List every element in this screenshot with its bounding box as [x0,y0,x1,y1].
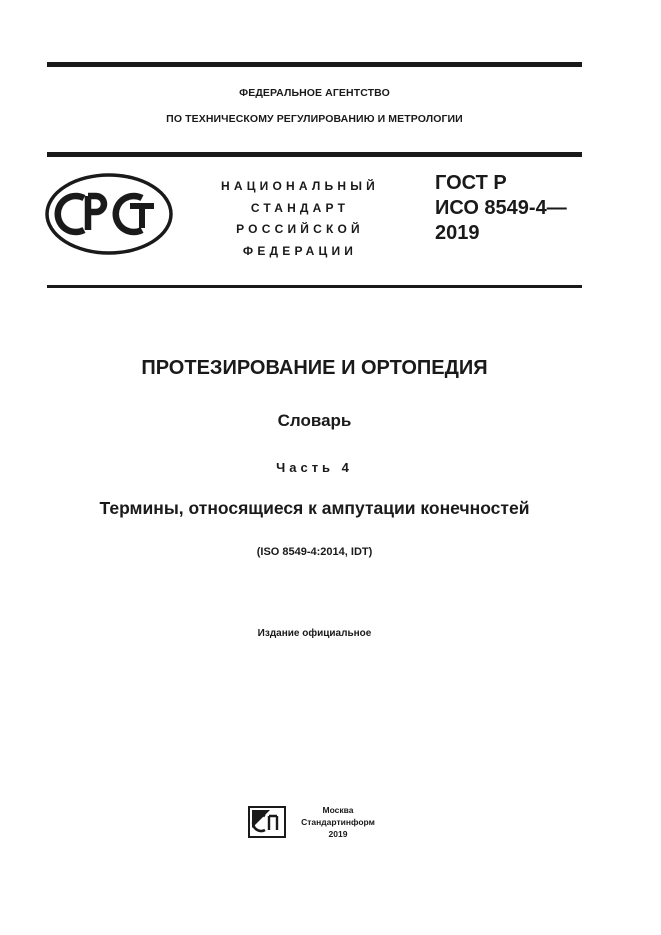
standartinform-logo-icon [248,806,286,838]
publisher-year: 2019 [328,829,348,839]
document-subtitle: Словарь [277,411,352,430]
national-line-3: РОССИЙСКОЙ [236,222,364,236]
agency-line-1: ФЕДЕРАЛЬНОЕ АГЕНТСТВО [239,87,390,99]
part-title: Термины, относящиеся к ампутации конечностей [99,498,530,518]
national-line-2: СТАНДАРТ [250,200,350,215]
designation-line-3: 2019 [435,222,480,244]
top-rule [47,62,582,67]
part-label: Часть 4 [276,460,353,475]
designation-line-2: ИСО 8549-4— [435,197,567,219]
national-line-1: НАЦИОНАЛЬНЫЙ [220,179,380,193]
header-rule [47,152,582,157]
designation-line-1: ГОСТ Р [435,172,507,194]
publisher-name: Стандартинформ [301,817,375,827]
standard-designation [435,171,567,246]
publisher-info [292,804,384,840]
publisher-city: Москва [322,805,354,815]
edition-note: Издание официальное [257,628,372,639]
national-standard-block [200,176,400,262]
national-line-4: ФЕДЕРАЦИИ [242,243,358,258]
iso-reference: (ISO 8549-4:2014, IDT) [256,546,373,558]
document-title: ПРОТЕЗИРОВАНИЕ И ОРТОПЕДИЯ [141,357,488,379]
divider-rule [47,285,582,288]
rst-logo-icon [44,172,174,256]
agency-line-2: ПО ТЕХНИЧЕСКОМУ РЕГУЛИРОВАНИЮ И МЕТРОЛОГИИ [166,113,463,125]
